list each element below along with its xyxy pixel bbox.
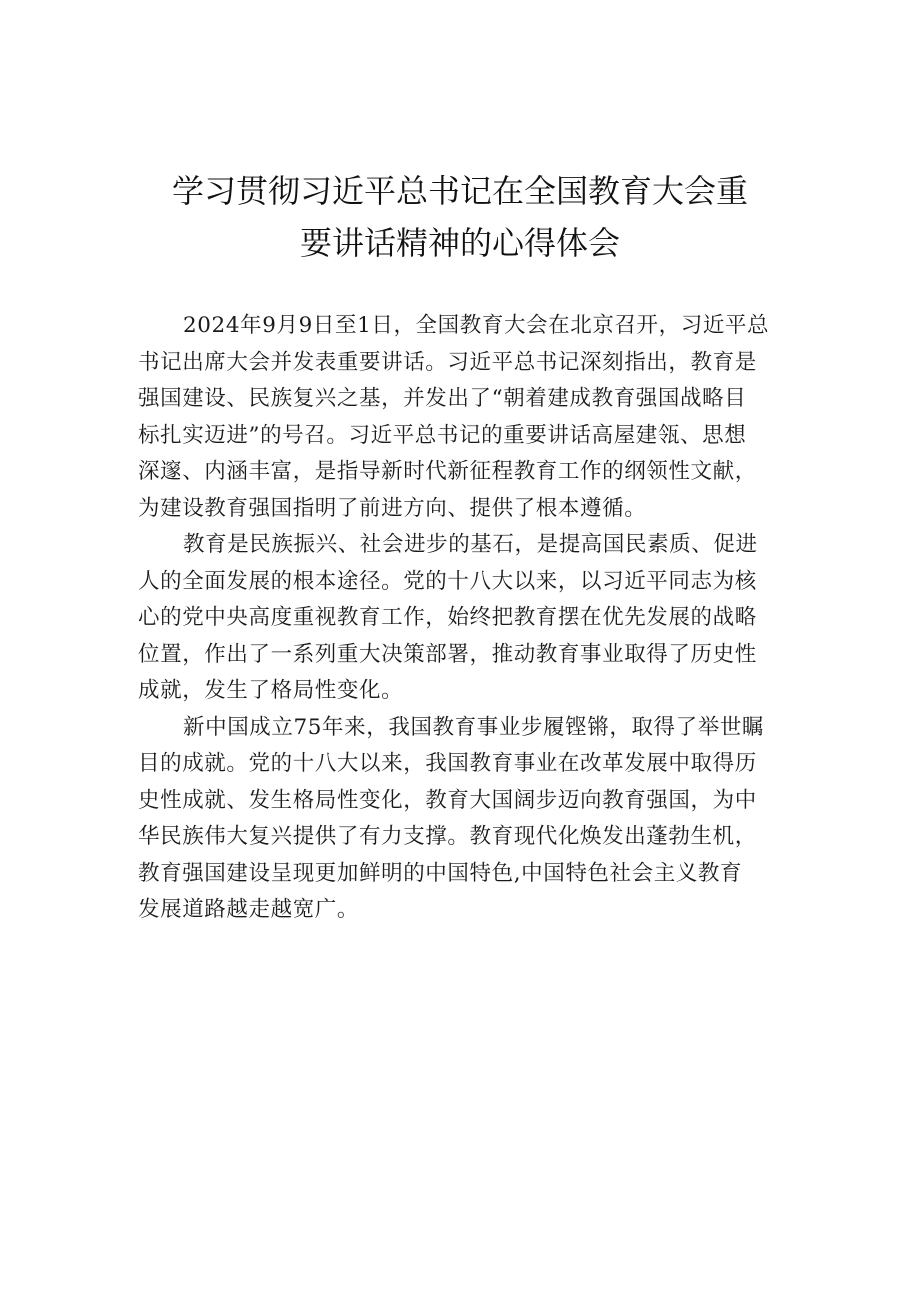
paragraph-line: 目的成就。党的十八大以来，我国教育事业在改革发展中取得历	[138, 751, 757, 776]
paragraph-line: 2024年9月9日至1日，全国教育大会在北京召开，习近平总	[183, 313, 770, 338]
paragraph-line: 人的全面发展的根本途径。党的十八大以来，以习近平同志为核	[138, 568, 757, 594]
title-line-2: 要讲话精神的心得体会	[299, 224, 620, 262]
paragraph-2	[138, 527, 798, 710]
paragraph-line: 成就，发生了格局性变化。	[138, 678, 404, 703]
paragraph-line: 教育是民族振兴、社会进步的基石，是提高国民素质、促进	[183, 532, 758, 557]
paragraph-line: 书记出席大会并发表重要讲话。习近平总书记深刻指出，教育是	[138, 349, 757, 375]
paragraph-line: 发展道路越走越宽广。	[138, 897, 360, 922]
paragraph-line: 深邃、内涵丰富，是指导新时代新征程教育工作的纲领性文献，	[138, 459, 757, 484]
paragraph-3	[138, 710, 798, 929]
document-body	[138, 308, 798, 929]
paragraph-line: 位置，作出了一系列重大决策部署，推动教育事业取得了历史性	[138, 641, 757, 667]
paragraph-line: 教育强国建设呈现更加鲜明的中国特色,中国特色社会主义教育	[138, 860, 743, 886]
paragraph-line: 华民族伟大复兴提供了有力支撑。教育现代化焕发出蓬勃生机，	[138, 824, 757, 849]
title-line-1: 学习贯彻习近平总书记在全国教育大会重	[171, 172, 748, 210]
paragraph-1	[138, 308, 798, 527]
document-title	[140, 165, 780, 269]
paragraph-line: 新中国成立75年来，我国教育事业步履铿锵，取得了举世瞩	[183, 714, 765, 740]
paragraph-line: 史性成就、发生格局性变化，教育大国阔步迈向教育强国，为中	[138, 787, 757, 813]
paragraph-line: 标扎实迈进”的号召。习近平总书记的重要讲话高屋建瓴、思想	[138, 422, 747, 448]
paragraph-line: 心的党中央高度重视教育工作，始终把教育摆在优先发展的战略	[138, 605, 757, 630]
paragraph-line: 为建设教育强国指明了前进方向、提供了根本遵循。	[138, 495, 647, 521]
paragraph-line: 强国建设、民族复兴之基，并发出了“朝着建成教育强国战略目	[138, 386, 747, 411]
